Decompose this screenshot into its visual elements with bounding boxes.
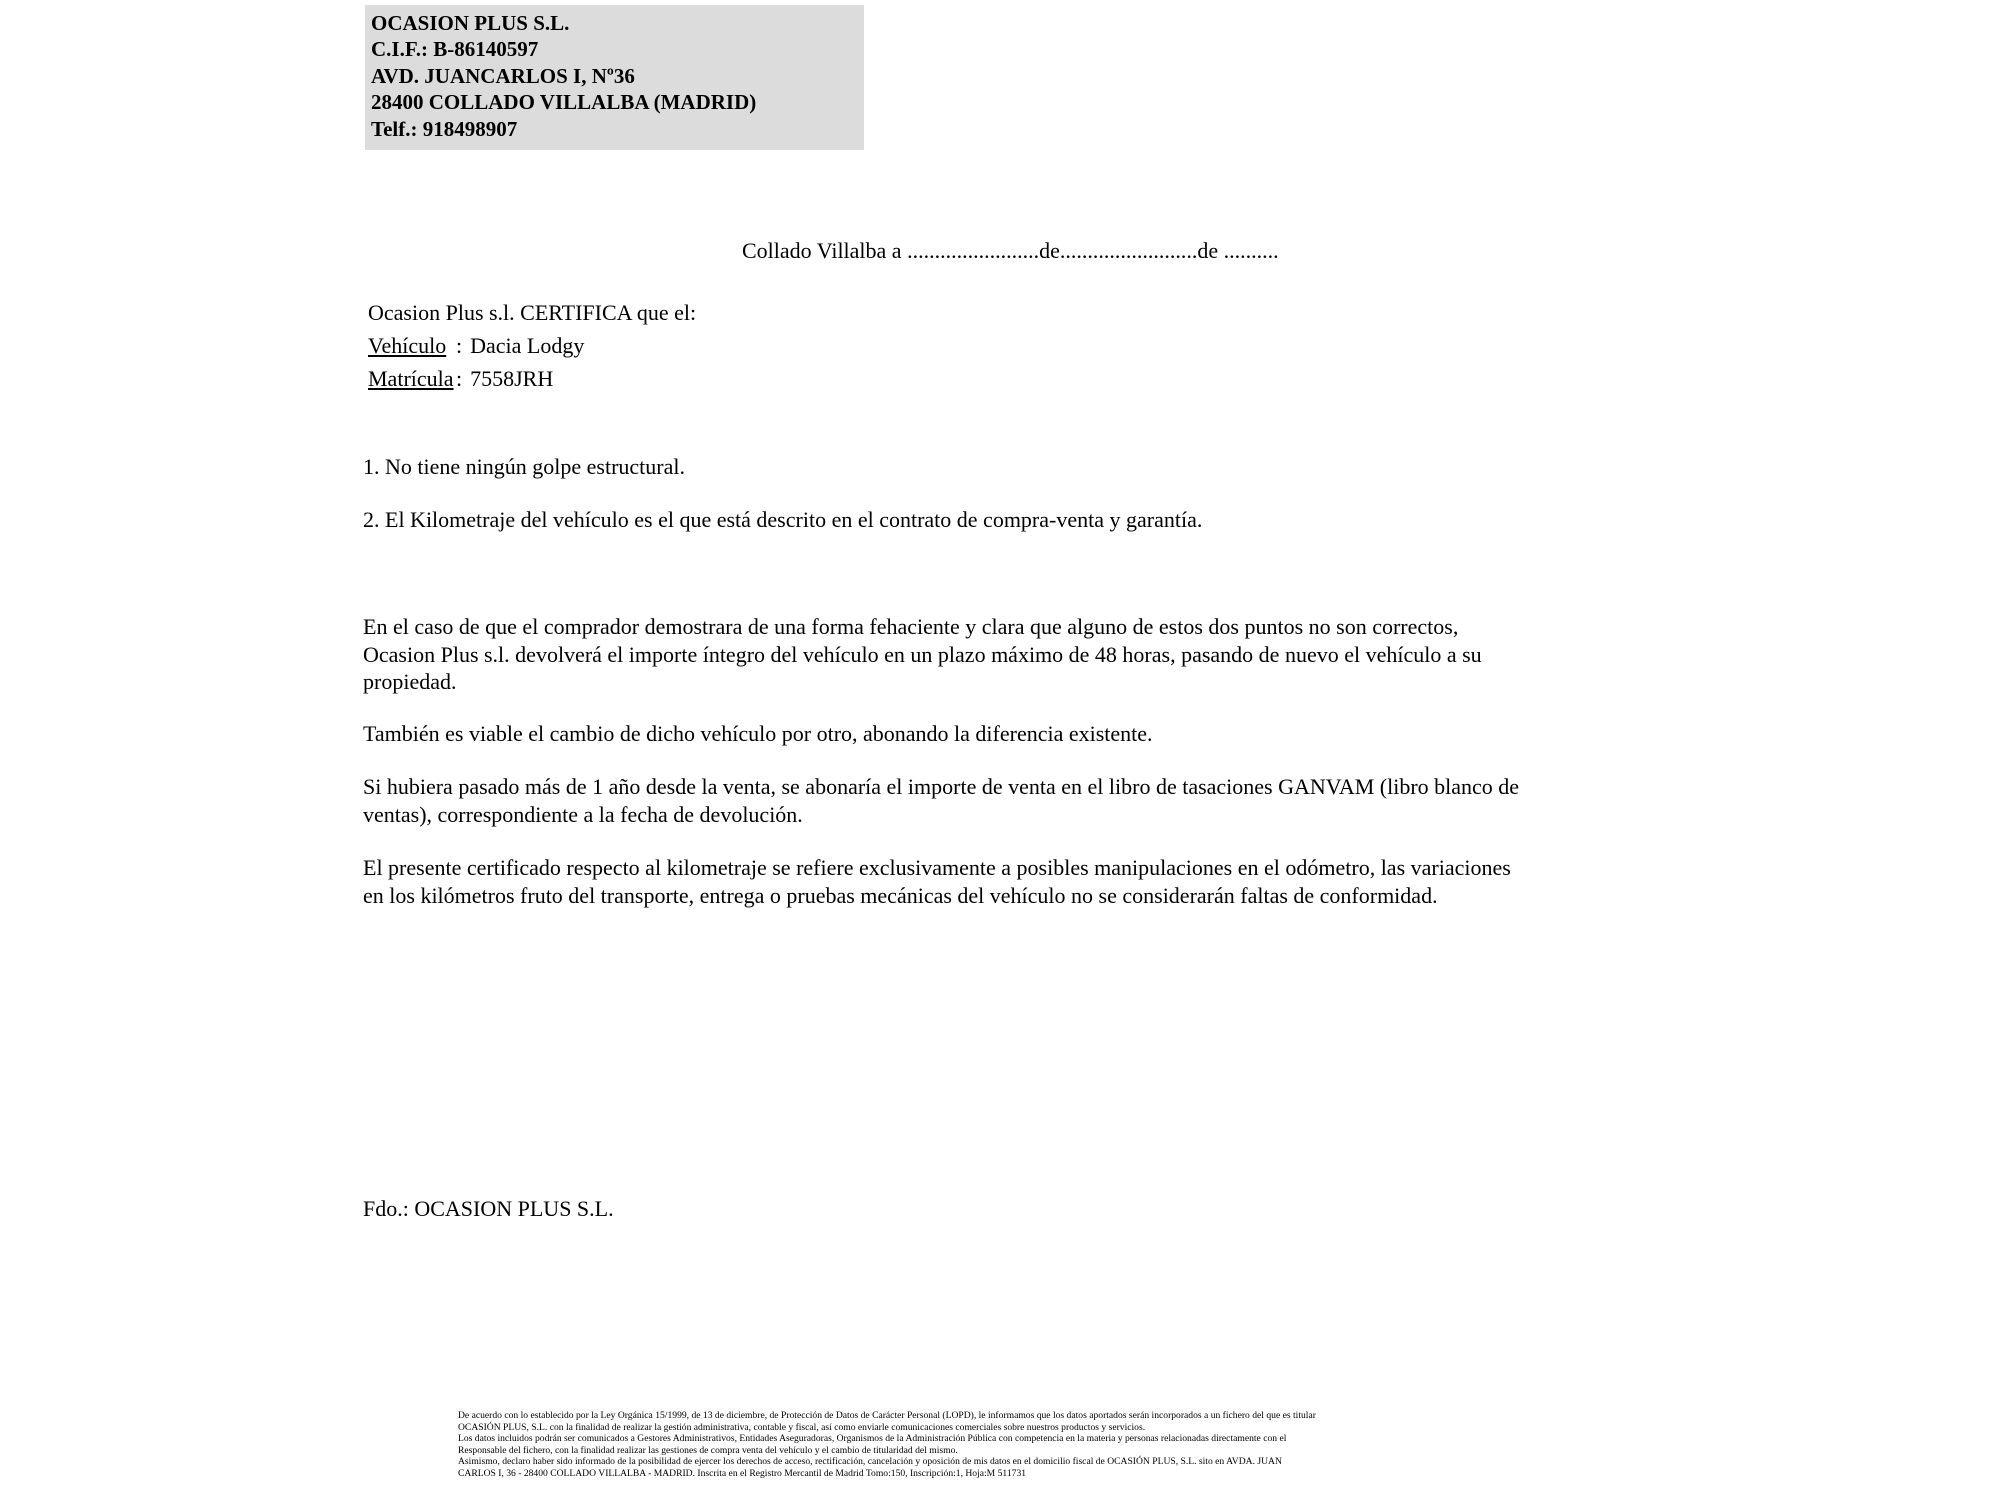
plate-field-row	[368, 362, 696, 395]
legal-footer	[458, 1410, 1558, 1480]
company-cif: C.I.F.: B-86140597	[371, 37, 539, 62]
paragraph-odometer-disclaimer: El presente certificado respecto al kilometraje se refiere exclusivamente a posibles manipulaciones en el odómetro, las variaciones en los kilómetros fruto del transporte, entrega o pruebas mecánicas del vehículo no se considerarán faltas de conformidad.	[363, 855, 1511, 908]
legal-footer-line: Asimismo, declaro haber sido informado de la posibilidad de ejercer los derechos de acceso, rectificación, cancelación y oposición de mis datos en el domicilio fiscal de OCASIÓN PLUS, S.L. sito en AVDA. JUAN	[458, 1456, 1282, 1468]
signature-line: Fdo.: OCASION PLUS S.L.	[363, 1196, 614, 1221]
numbered-point-1: 1. No tiene ningún golpe estructural.	[363, 454, 685, 479]
company-header-box	[365, 5, 864, 150]
company-phone: Telf.: 918498907	[371, 116, 518, 141]
company-name: OCASION PLUS S.L.	[371, 11, 570, 35]
company-address: AVD. JUANCARLOS I, Nº36	[371, 63, 635, 88]
paragraph-vehicle-exchange: También es viable el cambio de dicho vehículo por otro, abonando la diferencia existente.	[363, 721, 1153, 746]
vehicle-field-label: Vehículo	[368, 333, 447, 358]
certify-intro: Ocasion Plus s.l. CERTIFICA que el:	[368, 300, 697, 325]
plate-field-value: 7558JRH	[470, 366, 554, 391]
numbered-point-2: 2. El Kilometraje del vehículo es el que está descrito en el contrato de compra-venta y garantía.	[363, 507, 1203, 532]
vehicle-field-row	[368, 329, 696, 362]
plate-field-separator: :	[456, 366, 463, 391]
place-date-line: Collado Villalba a ........................de.........................de ..........	[742, 238, 1279, 263]
legal-footer-line: CARLOS I, 36 - 28400 COLLADO VILLALBA - MADRID. Inscrita en el Registro Mercantil de Madrid Tomo:150, Inscripción:1, Hoja:M 511731	[458, 1467, 1027, 1479]
company-city: 28400 COLLADO VILLALBA (MADRID)	[371, 90, 757, 115]
paragraph-refund-guarantee: En el caso de que el comprador demostrara de una forma fehaciente y clara que alguno de estos dos puntos no son correctos, Ocasion Plus s.l. devolverá el importe íntegro del vehículo en un plazo máximo de 48 horas, pasando de nuevo el vehículo a su propiedad.	[363, 614, 1482, 694]
certification-block	[368, 296, 696, 395]
vehicle-field-separator: :	[456, 333, 463, 358]
legal-footer-line: Responsable del fichero, con la finalidad realizar las gestiones de compra venta del vehículo y el cambio de titularidad del mismo.	[458, 1444, 958, 1456]
legal-footer-line: Los datos incluidos podrán ser comunicados a Gestores Administrativos, Entidades Aseguradoras, Organismos de la Administración Pública con competencia en la materia y personas relacionadas directamente con el	[458, 1433, 1287, 1445]
legal-footer-line: OCASIÓN PLUS, S.L. con la finalidad de realizar la gestión administrativa, contable y fiscal, así como enviarle comunicaciones comerciales sobre nuestros productos y servicios.	[458, 1421, 1146, 1433]
plate-field-label: Matrícula	[368, 366, 454, 391]
legal-footer-line: De acuerdo con lo establecido por la Ley Orgánica 15/1999, de 13 de diciembre, de Protección de Datos de Carácter Personal (LOPD), le informamos que los datos aportados serán incorporados a un fichero del que es titular	[458, 1410, 1316, 1421]
vehicle-field-value: Dacia Lodgy	[470, 333, 585, 358]
paragraph-ganvam-valuation: Si hubiera pasado más de 1 año desde la venta, se abonaría el importe de venta en el libro de tasaciones GANVAM (libro blanco de ventas), correspondiente a la fecha de devolución.	[363, 774, 1520, 827]
